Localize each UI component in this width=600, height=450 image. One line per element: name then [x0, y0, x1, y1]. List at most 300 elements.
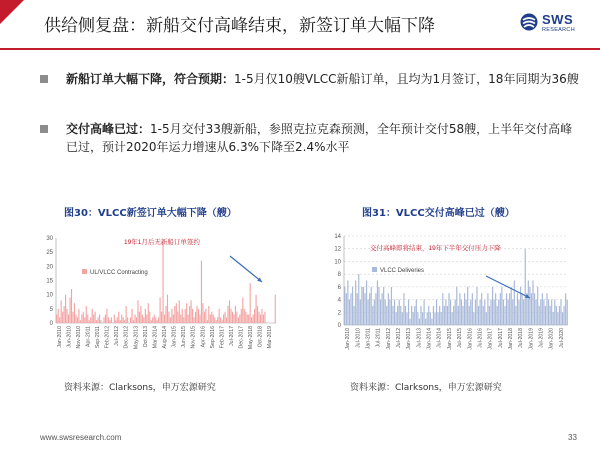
bar — [492, 287, 493, 325]
bar — [567, 300, 568, 325]
bar — [481, 293, 482, 325]
bar — [214, 317, 215, 323]
bar — [183, 317, 184, 323]
bar — [548, 300, 549, 325]
bar — [420, 306, 421, 325]
bar — [374, 300, 375, 325]
bar — [223, 315, 224, 324]
bar — [120, 320, 121, 323]
chart-31 — [326, 228, 572, 380]
bar — [121, 315, 122, 324]
bar — [56, 315, 57, 324]
bar — [500, 293, 501, 325]
bar — [127, 317, 128, 323]
bar — [358, 274, 359, 325]
x-tick-label: Jan-2011 — [365, 328, 372, 350]
bar — [71, 289, 72, 323]
bar — [205, 309, 206, 323]
bar — [179, 300, 180, 323]
bar — [160, 298, 161, 324]
bar — [464, 293, 465, 325]
x-tick-label: Jan-2010 — [345, 328, 352, 350]
bar — [436, 300, 437, 325]
bar — [258, 312, 259, 323]
bar — [354, 306, 355, 325]
bar — [133, 320, 134, 323]
bar — [346, 293, 347, 325]
bar — [69, 298, 70, 324]
bar — [61, 300, 62, 323]
bullet-square-icon — [40, 75, 48, 83]
bar — [264, 312, 265, 323]
bar — [261, 309, 262, 323]
bar — [408, 300, 409, 325]
bar — [455, 300, 456, 325]
y-tick-label: 8 — [337, 272, 341, 279]
bar — [509, 293, 510, 325]
legend-label: VLCC Deliveries — [380, 268, 425, 274]
x-tick-label: Jul-2014 — [436, 328, 443, 348]
bar — [65, 295, 66, 323]
bar — [453, 306, 454, 325]
bar — [394, 300, 395, 325]
x-tick-label: Jan-2019 — [528, 328, 535, 350]
bar — [236, 312, 237, 323]
bar — [230, 309, 231, 323]
bar — [103, 317, 104, 323]
bar — [176, 303, 177, 323]
bar — [402, 312, 403, 325]
bar — [560, 300, 561, 325]
bar — [182, 309, 183, 323]
bar — [369, 293, 370, 325]
bar — [111, 317, 112, 323]
bar — [157, 320, 158, 323]
bar — [388, 293, 389, 325]
bar — [193, 317, 194, 323]
bar — [170, 317, 171, 323]
bar — [210, 315, 211, 324]
bar — [461, 300, 462, 325]
bar — [350, 293, 351, 325]
y-tick-label: 5 — [49, 306, 53, 313]
bar — [185, 309, 186, 323]
bar — [229, 300, 230, 323]
x-tick-label: Jan-2018 — [508, 328, 514, 350]
bar — [487, 293, 488, 325]
trend-arrow — [230, 256, 262, 282]
x-tick-label: Aug-2014 — [162, 326, 168, 349]
bar — [366, 281, 367, 326]
bar — [542, 293, 543, 325]
bar — [118, 312, 119, 323]
bar — [201, 261, 202, 323]
bar — [173, 315, 174, 324]
x-tick-label: Jun-2015 — [181, 326, 188, 348]
bar — [546, 293, 547, 325]
bar — [152, 317, 153, 323]
bar — [81, 315, 82, 324]
bar — [140, 306, 141, 323]
y-tick-label: 10 — [334, 259, 341, 266]
bar — [171, 309, 172, 323]
x-tick-label: May-2018 — [248, 326, 255, 350]
bar — [151, 320, 152, 323]
bar — [130, 317, 131, 323]
bar — [80, 320, 81, 323]
bar — [414, 306, 415, 325]
bullet-2-text: 1-5月交付33艘新船，参照克拉克森预测，全年预计交付58艘，上半年交付高峰已过，预计2020年运力增速从6.3%下降至2.4%水平 — [66, 122, 573, 154]
bar — [534, 293, 535, 325]
bar — [75, 315, 76, 324]
bar — [439, 306, 440, 325]
bar — [422, 312, 423, 325]
bar — [399, 300, 400, 325]
bar — [226, 317, 227, 323]
x-tick-label: Jan-2014 — [426, 328, 433, 350]
bar — [442, 293, 443, 325]
bar — [108, 317, 109, 323]
bar — [403, 293, 404, 325]
bar — [180, 315, 181, 324]
y-tick-label: 12 — [334, 246, 341, 253]
bar — [162, 244, 163, 323]
bar — [98, 317, 99, 323]
bar — [146, 315, 147, 324]
bar — [476, 287, 477, 325]
accent-triangle — [0, 0, 24, 24]
bar — [241, 309, 242, 323]
x-tick-label: Sep-2016 — [209, 326, 216, 349]
bar — [466, 300, 467, 325]
bar — [83, 312, 84, 323]
bar — [392, 306, 393, 325]
bar — [158, 317, 159, 323]
bar — [149, 312, 150, 323]
bar — [565, 293, 566, 325]
bar — [145, 309, 146, 323]
bar — [117, 317, 118, 323]
bar — [475, 300, 476, 325]
bar — [562, 312, 563, 325]
bar — [84, 317, 85, 323]
bar — [480, 300, 481, 325]
x-tick-label: Jul-2018 — [518, 328, 525, 348]
bar — [109, 320, 110, 323]
bar — [227, 306, 228, 323]
bar — [486, 312, 487, 325]
bar — [512, 300, 513, 325]
bar — [90, 317, 91, 323]
bar — [539, 306, 540, 325]
bar — [543, 300, 544, 325]
bar — [529, 287, 530, 325]
bar — [245, 312, 246, 323]
bar — [517, 293, 518, 325]
chart-31-title: 图31：VLCC交付高峰已过（艘） — [362, 208, 515, 219]
bar — [377, 281, 378, 326]
bar — [504, 306, 505, 325]
bar — [445, 300, 446, 325]
bar — [105, 315, 106, 324]
x-tick-label: Jul-2017 — [228, 326, 235, 346]
legend-swatch — [82, 269, 87, 274]
bar — [478, 306, 479, 325]
bar — [78, 309, 79, 323]
logo-subtext: RESEARCH — [542, 27, 575, 33]
bar — [199, 315, 200, 324]
bar — [275, 295, 276, 323]
bar — [382, 293, 383, 325]
bar — [219, 309, 220, 323]
bar — [503, 300, 504, 325]
bar — [417, 312, 418, 325]
bar — [139, 312, 140, 323]
bar — [540, 300, 541, 325]
bar — [191, 300, 192, 323]
x-tick-label: Jul-2012 — [114, 326, 121, 346]
x-tick-label: Nov-2015 — [190, 326, 197, 349]
bar — [213, 315, 214, 324]
bar — [551, 300, 552, 325]
bar — [222, 320, 223, 323]
x-tick-label: Jul-2016 — [477, 328, 484, 348]
sws-logo-icon — [520, 13, 538, 31]
bar — [195, 312, 196, 323]
bar — [165, 306, 166, 323]
bar — [411, 306, 412, 325]
bar — [385, 300, 386, 325]
bar — [196, 306, 197, 323]
x-tick-label: Jul-2020 — [558, 328, 565, 348]
y-tick-label: 25 — [46, 250, 53, 257]
bar — [459, 293, 460, 325]
chart-30-title: 图30：VLCC新签订单大幅下降（艘） — [64, 208, 237, 219]
x-tick-label: Jul-2012 — [396, 328, 402, 348]
bar — [467, 287, 468, 325]
bar — [106, 309, 107, 323]
bar — [168, 312, 169, 323]
y-tick-label: 14 — [334, 234, 341, 240]
bar — [131, 309, 132, 323]
bar — [400, 306, 401, 325]
legend-label: UL/VLCC Contracting — [90, 270, 148, 276]
bar — [260, 315, 261, 324]
bar — [564, 306, 565, 325]
bar — [526, 293, 527, 325]
bar — [186, 303, 187, 323]
x-tick-label: Mar-2019 — [267, 326, 274, 349]
bar — [64, 306, 65, 323]
bar — [253, 315, 254, 324]
bar — [224, 312, 225, 323]
bullet-1-text: 1-5月仅10艘VLCC新船订单，且均为1月签订，18年同期为36艘 — [234, 72, 579, 86]
bar — [490, 300, 491, 325]
bar — [360, 300, 361, 325]
bar — [434, 312, 435, 325]
y-tick-label: 10 — [46, 292, 53, 299]
bar — [498, 300, 499, 325]
bar — [494, 300, 495, 325]
bar — [357, 293, 358, 325]
x-tick-label: Jan-2015 — [171, 326, 178, 348]
x-tick-label: Jan-2016 — [467, 328, 474, 350]
slide-title: 供给侧复盘：新船交付高峰结束，新签订单大幅下降 — [44, 16, 435, 36]
bar — [532, 281, 533, 326]
bar — [216, 320, 217, 323]
bar — [550, 306, 551, 325]
bar — [124, 320, 125, 323]
bar — [68, 315, 69, 324]
y-tick-label: 30 — [46, 236, 53, 242]
x-tick-label: Jul-2015 — [457, 328, 464, 348]
bar — [77, 317, 78, 323]
bar — [256, 295, 257, 323]
bar — [164, 315, 165, 324]
annotation-text: 交付高峰即将结束，19年下半年交付压力下降 — [370, 245, 501, 252]
bar — [469, 306, 470, 325]
bar — [74, 303, 75, 323]
bar — [397, 306, 398, 325]
bullet-2 — [40, 120, 580, 156]
bar — [363, 287, 364, 325]
bar — [522, 293, 523, 325]
bar — [238, 317, 239, 323]
bar — [126, 306, 127, 323]
bar — [251, 317, 252, 323]
bar — [470, 300, 471, 325]
bar — [235, 306, 236, 323]
y-tick-label: 20 — [46, 264, 53, 271]
bar — [204, 312, 205, 323]
bar — [518, 300, 519, 325]
bar — [396, 312, 397, 325]
x-tick-label: Jan-2013 — [406, 328, 413, 350]
bar — [361, 287, 362, 325]
bullet-2-bold: 交付高峰已过： — [66, 122, 151, 136]
bar — [344, 287, 345, 325]
bar — [473, 312, 474, 325]
bar — [58, 309, 59, 323]
bar — [355, 281, 356, 326]
bar — [484, 300, 485, 325]
bar — [233, 315, 234, 324]
bar — [263, 315, 264, 324]
chart-30 — [40, 228, 280, 380]
x-tick-label: Jan-2015 — [446, 328, 453, 350]
page-number: 33 — [568, 433, 577, 442]
annotation-text: 19年1月后无新船订单签约 — [124, 239, 200, 246]
bar — [62, 312, 63, 323]
bar — [99, 315, 100, 324]
legend-swatch — [372, 267, 377, 272]
bar — [431, 319, 432, 325]
bar — [413, 312, 414, 325]
x-tick-label: Jul-2019 — [538, 328, 545, 348]
y-tick-label: 0 — [337, 323, 341, 329]
bar — [444, 306, 445, 325]
x-tick-label: Jul-2011 — [375, 328, 382, 348]
bar — [389, 300, 390, 325]
bar — [416, 300, 417, 325]
x-tick-label: Feb-2012 — [104, 326, 111, 349]
bar — [92, 309, 93, 323]
bar — [244, 309, 245, 323]
x-tick-label: Dec-2012 — [123, 326, 130, 349]
bar — [254, 309, 255, 323]
bar — [100, 320, 101, 323]
bar — [247, 315, 248, 324]
bar — [501, 287, 502, 325]
bar — [514, 281, 515, 326]
bar — [419, 319, 420, 325]
bar — [406, 312, 407, 325]
y-tick-label: 2 — [337, 310, 341, 317]
x-tick-label: Jul-2010 — [355, 328, 362, 348]
x-tick-label: Feb-2017 — [219, 326, 226, 349]
bar — [380, 300, 381, 325]
bar — [207, 320, 208, 323]
bar — [506, 293, 507, 325]
bar — [87, 315, 88, 324]
bar — [349, 300, 350, 325]
y-tick-label: 6 — [337, 284, 341, 291]
bar — [450, 300, 451, 325]
bar — [386, 306, 387, 325]
x-tick-label: Jan-2012 — [385, 328, 392, 350]
bar — [428, 306, 429, 325]
bar — [462, 306, 463, 325]
bar — [123, 317, 124, 323]
bar — [189, 306, 190, 323]
bar — [257, 306, 258, 323]
bar — [352, 287, 353, 325]
bar — [217, 317, 218, 323]
bar — [497, 306, 498, 325]
bar — [525, 249, 526, 325]
bar — [425, 319, 426, 325]
bar — [155, 317, 156, 323]
bar — [433, 306, 434, 325]
bar — [378, 287, 379, 325]
bar — [553, 312, 554, 325]
bar — [430, 312, 431, 325]
bar — [383, 287, 384, 325]
bar — [232, 312, 233, 323]
bar — [557, 312, 558, 325]
bar — [545, 306, 546, 325]
bar — [508, 300, 509, 325]
bar — [59, 317, 60, 323]
bar — [531, 293, 532, 325]
bar — [438, 312, 439, 325]
bar — [137, 300, 138, 323]
x-tick-label: Apr-2016 — [200, 326, 207, 348]
x-tick-label: Sep-2011 — [95, 326, 102, 349]
x-tick-label: Jun-2010 — [66, 326, 73, 348]
bar — [391, 287, 392, 325]
bar — [489, 306, 490, 325]
bar — [511, 287, 512, 325]
bar — [114, 315, 115, 324]
bar — [424, 300, 425, 325]
bar — [556, 306, 557, 325]
bar — [472, 293, 473, 325]
header-rule — [0, 48, 600, 50]
footer-url: www.swsresearch.com — [40, 433, 122, 442]
bar — [458, 306, 459, 325]
bar — [559, 306, 560, 325]
